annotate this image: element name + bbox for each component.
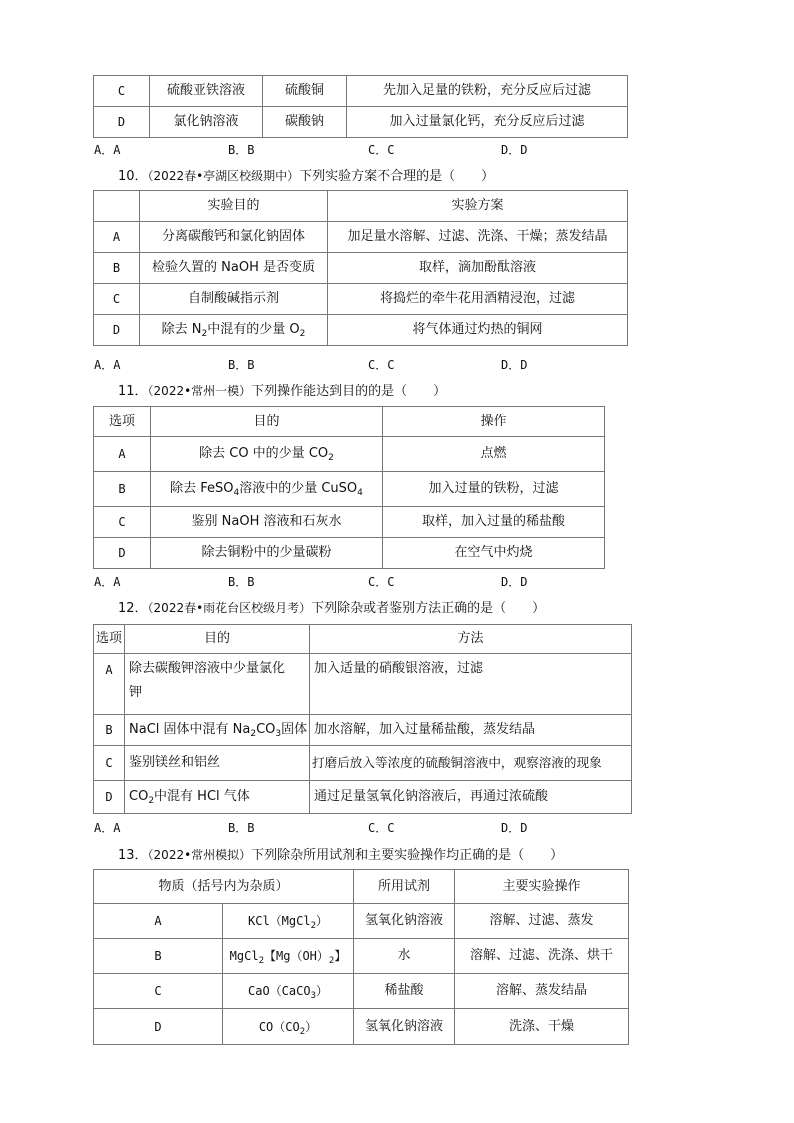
table-row <box>94 781 632 814</box>
reagent-cell: 水 <box>354 939 455 974</box>
question-source: （2022•常州模拟） <box>147 848 252 862</box>
purpose-cell: 自制酸碱指示剂 <box>140 284 328 315</box>
purpose-cell: 除去 FeSO$_4$溶液中的少量 CuSO$_4$ <box>151 472 383 507</box>
column-header: 目的 <box>151 407 383 437</box>
impurity-cell: 碳酸钠 <box>263 107 347 138</box>
substance-cell: $CO(CO_2)$ <box>223 1009 354 1045</box>
table-row <box>94 715 632 746</box>
column-header: 选项 <box>94 407 151 437</box>
mixture-cell: 硫酸亚铁溶液 <box>150 76 263 107</box>
q12-stem: 12．（2022春•雨花台区校级月考）下列除杂或者鉴别方法正确的是（ ） <box>118 601 546 616</box>
method-cell: 加水溶解，加入过量稀盐酸，蒸发结晶 <box>310 715 632 746</box>
option-key: C <box>94 974 223 1009</box>
answer-option-d[interactable]: D．D <box>501 575 528 589</box>
q11-stem: 11．（2022•常州一模）下列操作能达到目的的是（ ） <box>118 384 447 399</box>
purpose-cell: 分离碳酸钙和氯化钠固体 <box>140 222 328 253</box>
reagent-cell: 稀盐酸 <box>354 974 455 1009</box>
purpose-cell: 鉴别 NaOH 溶液和石灰水 <box>151 507 383 538</box>
purpose-cell: 除去 CO 中的少量 $CO_2$ <box>151 437 383 472</box>
purpose-cell: NaCl 固体中混有 $Na_2CO_3$固体 <box>125 715 310 746</box>
table-row <box>94 939 629 974</box>
table-row <box>94 253 628 284</box>
answer-option-b[interactable]: B．B <box>228 358 255 372</box>
column-header: 选项 <box>94 625 125 654</box>
option-key: D <box>94 315 140 346</box>
q12-table <box>93 624 632 814</box>
table-row <box>94 222 628 253</box>
option-key: B <box>94 253 140 284</box>
table-header-row <box>94 870 629 904</box>
operation-cell: 点燃 <box>383 437 605 472</box>
option-key: B <box>94 939 223 974</box>
reagent-cell: 氢氧化钠溶液 <box>354 904 455 939</box>
question-source: （2022•常州一模） <box>147 384 252 398</box>
purpose-cell: 除去 $N_2$中混有的少量 $O_2$ <box>140 315 328 346</box>
answer-option-c[interactable]: C．C <box>368 575 395 589</box>
option-key: A <box>94 904 223 939</box>
operation-cell: 溶解、过滤、蒸发 <box>455 904 629 939</box>
answer-option-b[interactable]: B．B <box>228 143 255 157</box>
answer-option-a[interactable]: A．A <box>94 143 121 157</box>
column-header: 所用试剂 <box>354 870 455 904</box>
table-row <box>94 746 632 781</box>
table-row <box>94 904 629 939</box>
substance-cell: CaO（CaCO$_3$） <box>223 974 354 1009</box>
plan-cell: 将捣烂的牵牛花用酒精浸泡，过滤 <box>328 284 628 315</box>
table-header-row <box>94 191 628 222</box>
table-row <box>94 437 605 472</box>
table-row <box>94 107 628 138</box>
answer-option-b[interactable]: B．B <box>228 575 255 589</box>
impurity-cell: 硫酸铜 <box>263 76 347 107</box>
table-row <box>94 538 605 569</box>
table-row <box>94 654 632 715</box>
table-header-row <box>94 625 632 654</box>
option-key: B <box>94 715 125 746</box>
method-cell: 通过足量氢氧化钠溶液后，再通过浓硫酸 <box>310 781 632 814</box>
table-header-row <box>94 407 605 437</box>
column-header: 目的 <box>125 625 310 654</box>
column-header: 物质（括号内为杂质） <box>94 870 354 904</box>
method-cell: 先加入足量的铁粉，充分反应后过滤 <box>347 76 628 107</box>
option-key: A <box>94 437 151 472</box>
answer-option-c[interactable]: C．C <box>368 358 395 372</box>
answer-option-c[interactable]: C．C <box>368 821 395 835</box>
option-key: C <box>94 76 150 107</box>
table-row <box>94 1009 629 1045</box>
operation-cell: 在空气中灼烧 <box>383 538 605 569</box>
table-row <box>94 507 605 538</box>
column-header: 实验目的 <box>140 191 328 222</box>
operation-cell: 溶解、蒸发结晶 <box>455 974 629 1009</box>
option-key: B <box>94 472 151 507</box>
answer-option-d[interactable]: D．D <box>501 143 528 157</box>
q10-table <box>93 190 628 346</box>
q13-table <box>93 869 629 1045</box>
answer-option-d[interactable]: D．D <box>501 821 528 835</box>
table-row <box>94 974 629 1009</box>
option-key: D <box>94 107 150 138</box>
q13-stem: 13．（2022•常州模拟）下列除杂所用试剂和主要实验操作均正确的是（ ） <box>118 848 564 863</box>
table-row <box>94 284 628 315</box>
answer-option-b[interactable]: B．B <box>228 821 255 835</box>
q11-table <box>93 406 605 569</box>
table-row <box>94 76 628 107</box>
answer-option-d[interactable]: D．D <box>501 358 528 372</box>
plan-cell: 加足量水溶解、过滤、洗涤、干燥；蒸发结晶 <box>328 222 628 253</box>
option-key: A <box>94 222 140 253</box>
method-cell: 加入过量氯化钙，充分反应后过滤 <box>347 107 628 138</box>
purpose-cell: 除去碳酸钾溶液中少量氯化 钾 <box>125 654 310 715</box>
column-header: 实验方案 <box>328 191 628 222</box>
purpose-cell: 除去铜粉中的少量碳粉 <box>151 538 383 569</box>
option-key: D <box>94 1009 223 1045</box>
purpose-cell: $CO_2$中混有 HCl 气体 <box>125 781 310 814</box>
substance-cell: KCl（MgCl$_2$） <box>223 904 354 939</box>
operation-cell: 加入过量的铁粉，过滤 <box>383 472 605 507</box>
mixture-cell: 氯化钠溶液 <box>150 107 263 138</box>
option-key: A <box>94 654 125 715</box>
substance-cell: MgCl$_2$【$Mg(OH)_2$】 <box>223 939 354 974</box>
plan-cell: 取样，滴加酚酞溶液 <box>328 253 628 284</box>
reagent-cell: 氢氧化钠溶液 <box>354 1009 455 1045</box>
table-row <box>94 472 605 507</box>
option-key: C <box>94 284 140 315</box>
answer-option-c[interactable]: C．C <box>368 143 395 157</box>
method-cell: 加入适量的硝酸银溶液，过滤 <box>310 654 632 715</box>
question-source: （2022春•亭湖区校级期中） <box>147 169 300 183</box>
column-header: 主要实验操作 <box>455 870 629 904</box>
option-key: C <box>94 507 151 538</box>
table-row <box>94 315 628 346</box>
q10-stem: 10．（2022春•亭湖区校级期中）下列实验方案不合理的是（ ） <box>118 169 495 184</box>
answer-option-a[interactable]: A．A <box>94 821 121 835</box>
answer-option-a[interactable]: A．A <box>94 575 121 589</box>
column-header: 操作 <box>383 407 605 437</box>
answer-option-a[interactable]: A．A <box>94 358 121 372</box>
option-key: C <box>94 746 125 781</box>
option-key: D <box>94 538 151 569</box>
column-header: 方法 <box>310 625 632 654</box>
operation-cell: 溶解、过滤、洗涤、烘干 <box>455 939 629 974</box>
option-key: D <box>94 781 125 814</box>
operation-cell: 洗涤、干燥 <box>455 1009 629 1045</box>
q9-table <box>93 75 628 138</box>
purpose-cell: 鉴别镁丝和铝丝 <box>125 746 310 781</box>
method-cell: 打磨后放入等浓度的硫酸铜溶液中，观察溶液的现象 <box>310 746 632 781</box>
operation-cell: 取样，加入过量的稀盐酸 <box>383 507 605 538</box>
purpose-cell: 检验久置的 NaOH 是否变质 <box>140 253 328 284</box>
question-source: （2022春•雨花台区校级月考） <box>147 601 312 615</box>
plan-cell: 将气体通过灼热的铜网 <box>328 315 628 346</box>
